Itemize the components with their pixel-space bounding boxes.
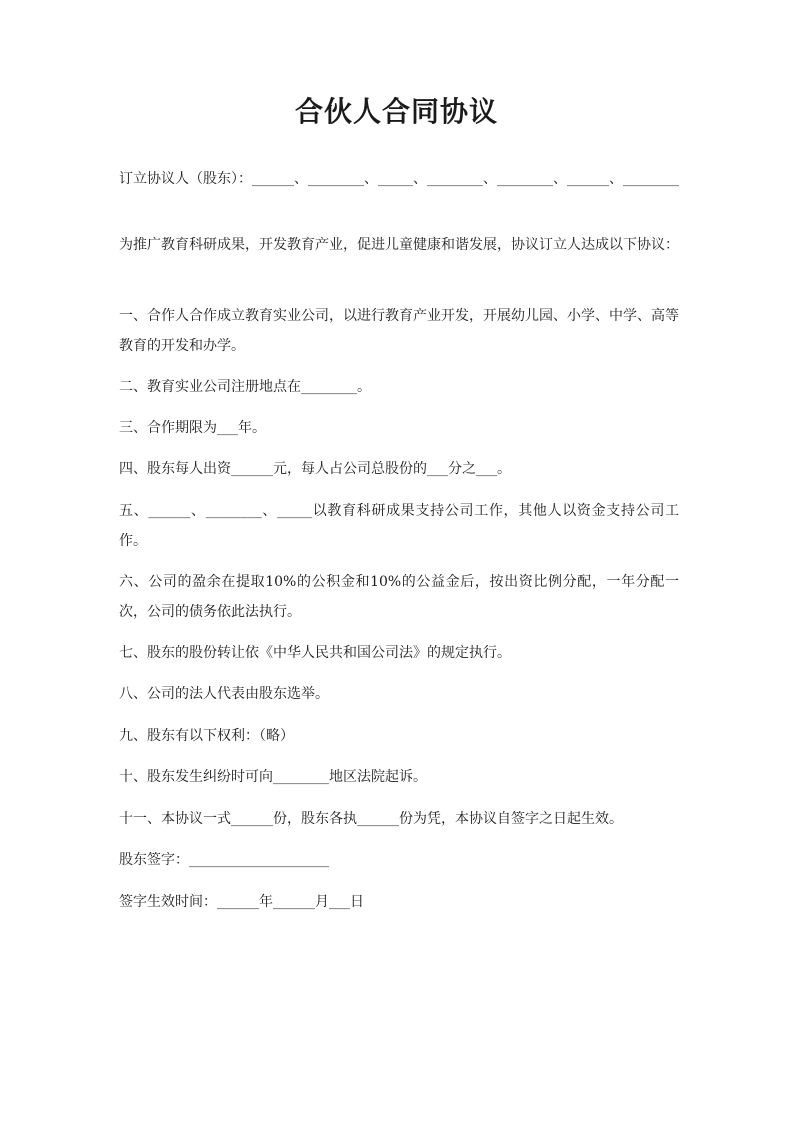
clause-3: 三、合作期限为___年。 [119, 420, 266, 436]
preamble-paragraph: 为推广教育科研成果，开发教育产业，促进儿童健康和谐发展，协议订立人达成以下协议： [119, 237, 679, 253]
document-title: 合伙人合同协议 [294, 95, 498, 128]
clause-9: 九、股东有以下权利：（略） [119, 728, 294, 744]
clause-10: 十、股东发生纠纷时可向________地区法院起诉。 [119, 769, 427, 785]
clause-11: 十一、本协议一式______份，股东各执______份为凭，本协议自签字之日起生效。 [119, 811, 623, 827]
clause-1: 一、合作人合作成立教育实业公司，以进行教育产业开发，开展幼儿园、小学、中学、高等教育的开发和办学。 [119, 308, 679, 354]
clause-4: 四、股东每人出资______元，每人占公司总股份的___分之___。 [119, 461, 511, 477]
parties-line: 订立协议人（股东）：______、________、_____、________、________、______、________ [119, 171, 679, 187]
effective-date-line: 签字生效时间：______年______月___日 [119, 894, 364, 910]
clause-2: 二、教育实业公司注册地点在________。 [119, 379, 371, 395]
clause-6: 六、公司的盈余在提取10%的公积金和10%的公益金后，按出资比例分配，一年分配一次，公司的债务依此法执行。 [119, 574, 679, 620]
clause-7: 七、股东的股份转让依《中华人民共和国公司法》的规定执行。 [119, 645, 511, 661]
clause-8: 八、公司的法人代表由股东选举。 [119, 686, 329, 702]
clause-5: 五、______、________、_____以教育科研成果支持公司工作，其他人以资金支持公司工作。 [119, 503, 679, 549]
shareholder-signature-line: 股东签字：____________________ [119, 852, 329, 868]
